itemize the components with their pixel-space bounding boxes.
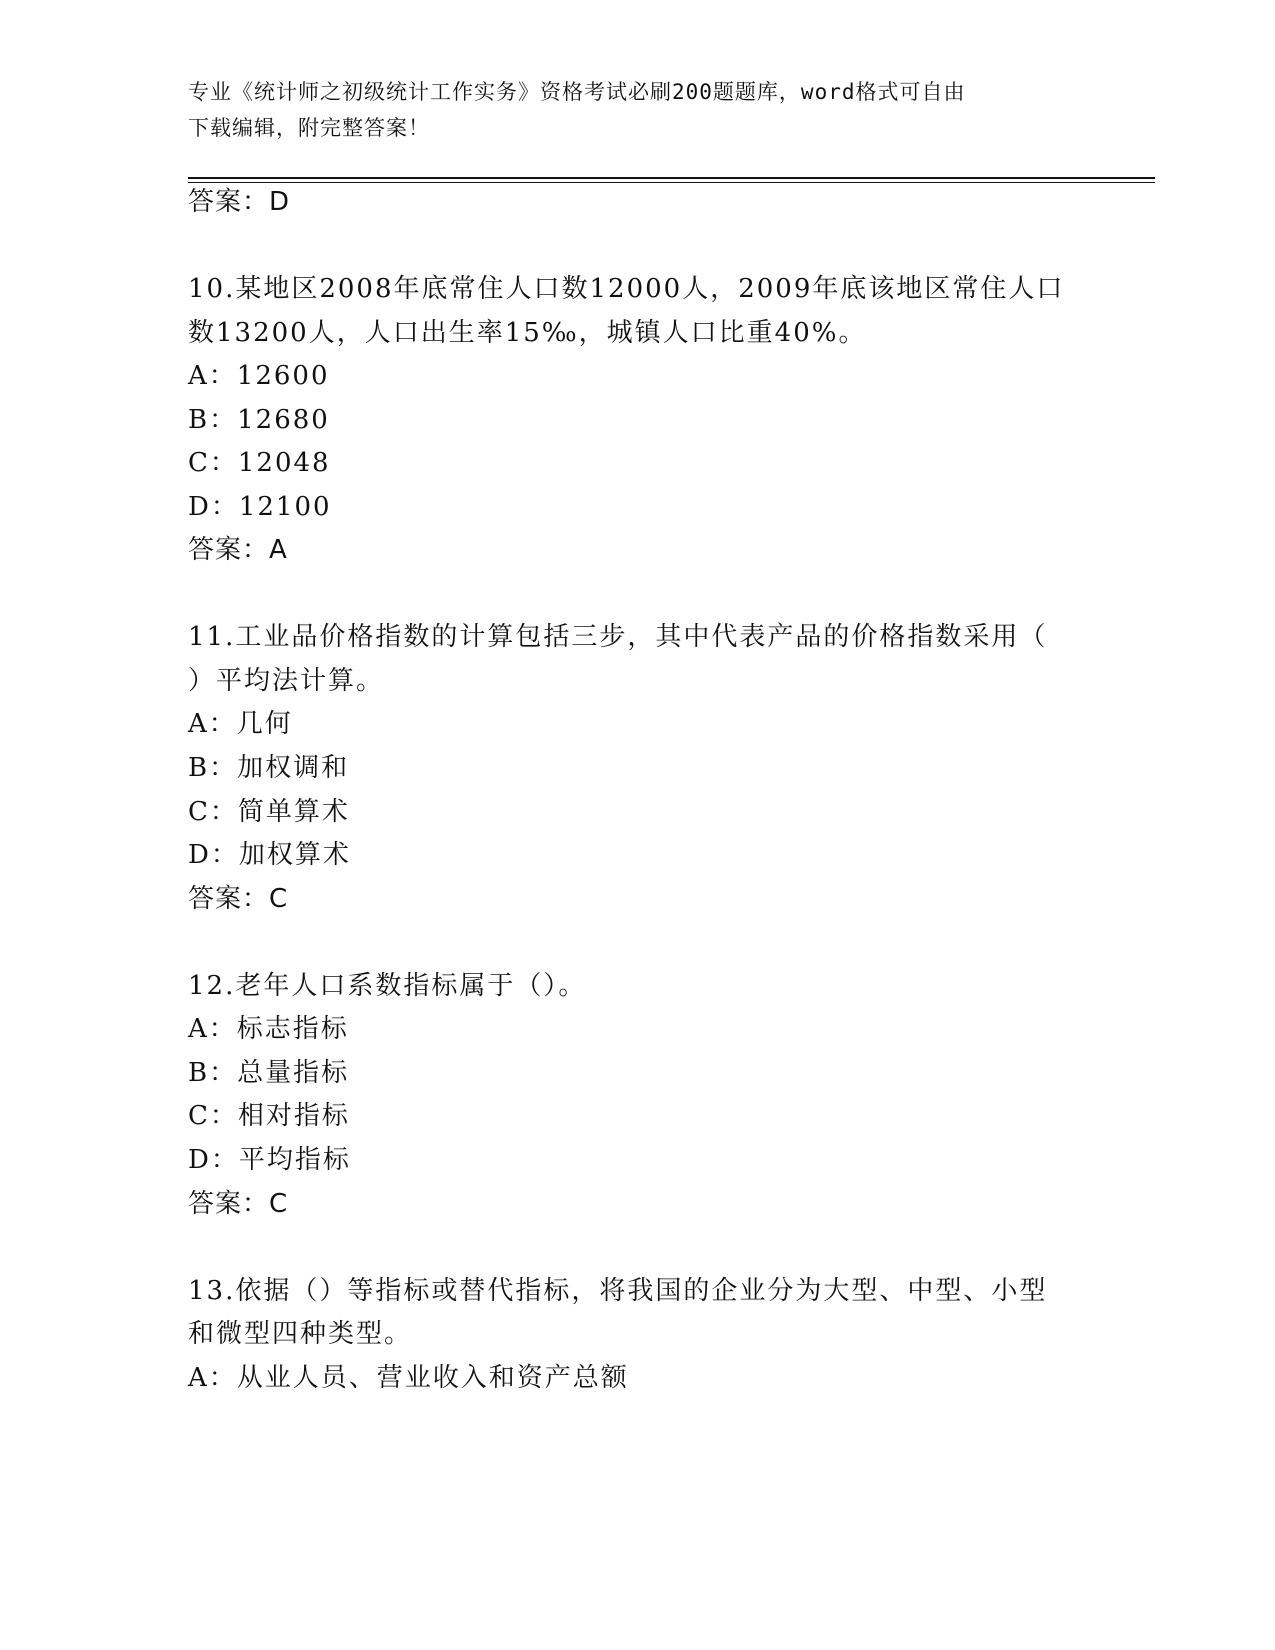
question-11-option-d: D：加权算术 [188,840,351,870]
header-divider-thick [188,177,1155,179]
question-12-option-a: A：标志指标 [188,1014,349,1044]
question-11-line-1: 11.工业品价格指数的计算包括三步，其中代表产品的价格指数采用（ [188,622,1048,652]
question-12-option-b: B：总量指标 [188,1058,350,1088]
question-11-option-b: B：加权调和 [188,753,350,783]
question-11-line-2: ）平均法计算。 [188,666,385,696]
answer-q10: 答案：A [188,535,288,565]
question-13-option-a: A：从业人员、营业收入和资产总额 [188,1363,629,1393]
answer-q11: 答案：C [188,884,289,914]
document-header [188,74,1068,146]
question-10-option-a: A：12600 [188,361,330,391]
question-13-line-1: 13.依据（）等指标或替代指标，将我国的企业分为大型、中型、小型 [188,1276,1048,1306]
question-12-line-1: 12.老年人口系数指标属于（）。 [188,971,587,1001]
header-line-1: 专业《统计师之初级统计工作实务》资格考试必刷200题题库，word格式可自由 [188,80,966,104]
header-divider-thin [188,182,1155,183]
question-12-option-d: D：平均指标 [188,1145,351,1175]
question-10-option-d: D：12100 [188,492,332,522]
question-10-line-1: 10.某地区2008年底常住人口数12000人，2009年底该地区常住人口 [188,274,1065,304]
header-line-2: 下载编辑，附完整答案！ [188,116,430,140]
question-11-option-a: A：几何 [188,709,293,739]
question-10-option-c: C：12048 [188,448,331,478]
answer-q9: 答案：D [188,187,291,217]
question-13-line-2: 和微型四种类型。 [188,1319,413,1349]
question-10-line-2: 数13200人，人口出生率15‰，城镇人口比重40%。 [188,318,867,348]
answer-q12: 答案：C [188,1189,289,1219]
question-11-option-c: C：简单算术 [188,797,350,827]
question-10-option-b: B：12680 [188,405,330,435]
question-12-option-c: C：相对指标 [188,1101,350,1131]
